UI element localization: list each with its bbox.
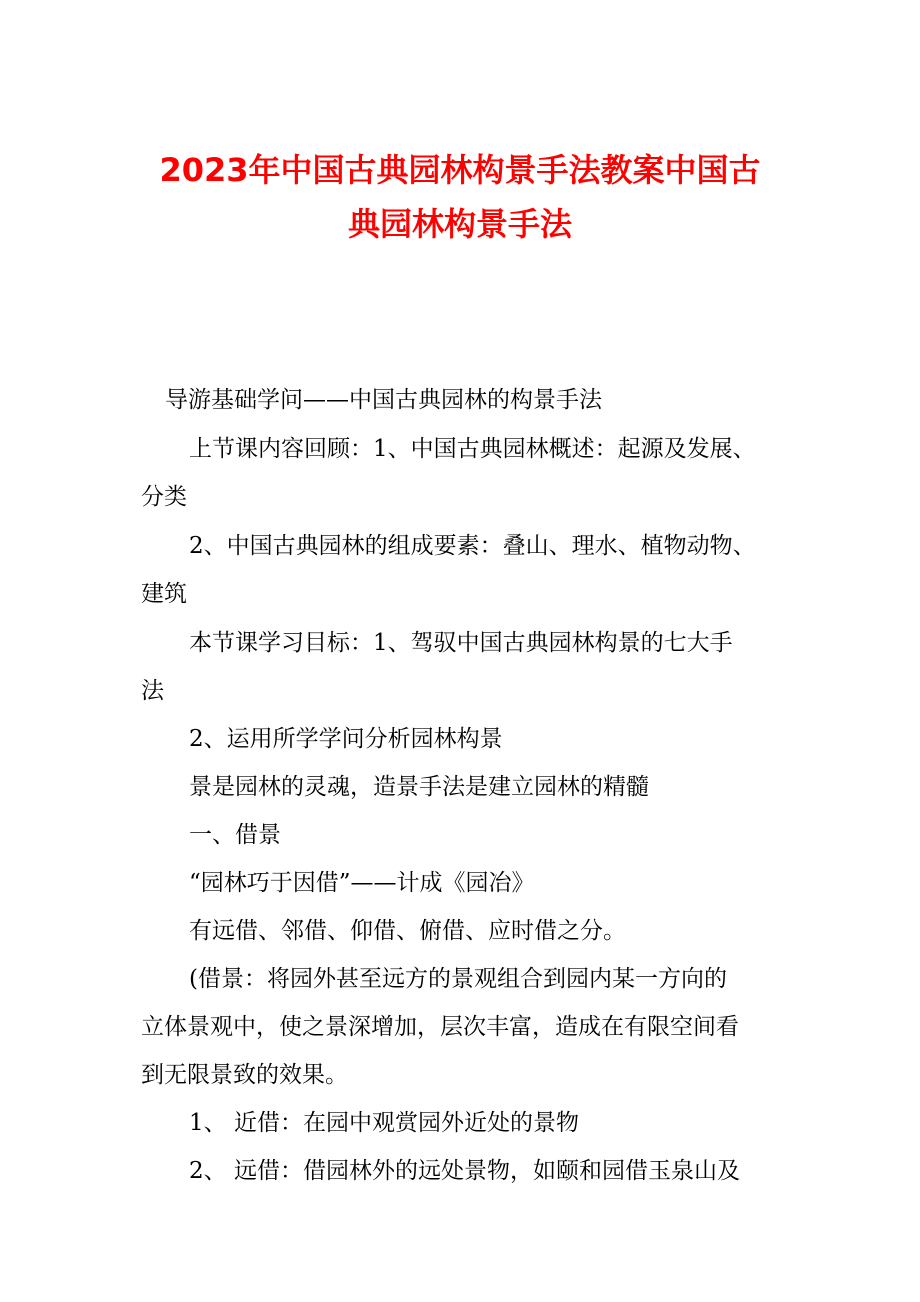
definition-paragraph-line-2: 立体景观中，使之景深增加，层次丰富，造成在有限空间看 <box>141 1014 739 1040</box>
review-point-2-continued: 建筑 <box>141 581 187 607</box>
key-statement: 景是园林的灵魂，造景手法是建立园林的精髓 <box>189 774 649 800</box>
list-item-near-borrowing: 1、 近借：在园中观赏园外近处的景物 <box>189 1110 579 1136</box>
review-point-2: 2、中国古典园林的组成要素：叠山、理水、植物动物、 <box>189 533 756 559</box>
learning-goal-1-continued: 法 <box>141 678 164 704</box>
definition-paragraph-line-1: (借景：将园外甚至远方的景观组合到园内某一方向的 <box>189 966 727 992</box>
definition-paragraph-line-3: 到无限景致的效果。 <box>141 1062 348 1088</box>
borrowing-types: 有远借、邻借、仰借、俯借、应时借之分。 <box>189 918 626 944</box>
list-item-far-borrowing: 2、 远借：借园林外的远处景物，如颐和园借玉泉山及 <box>189 1158 740 1184</box>
quotation: “园林巧于因借”——计成《园冶》 <box>189 870 535 896</box>
document-title-line-1: 2023年中国古典园林构景手法教案中国古 <box>159 151 761 189</box>
review-point-1: 上节课内容回顾：1、中国古典园林概述：起源及发展、 <box>189 436 756 462</box>
subject-heading: 导游基础学问——中国古典园林的构景手法 <box>165 387 602 413</box>
learning-goal-2: 2、运用所学学问分析园林构景 <box>189 726 503 752</box>
learning-goal-1: 本节课学习目标：1、驾驭中国古典园林构景的七大手 <box>189 630 733 656</box>
review-point-1-continued: 分类 <box>141 484 187 510</box>
section-heading-borrowed-scenery: 一、借景 <box>189 822 281 848</box>
document-title-line-2: 典园林构景手法 <box>347 205 572 243</box>
